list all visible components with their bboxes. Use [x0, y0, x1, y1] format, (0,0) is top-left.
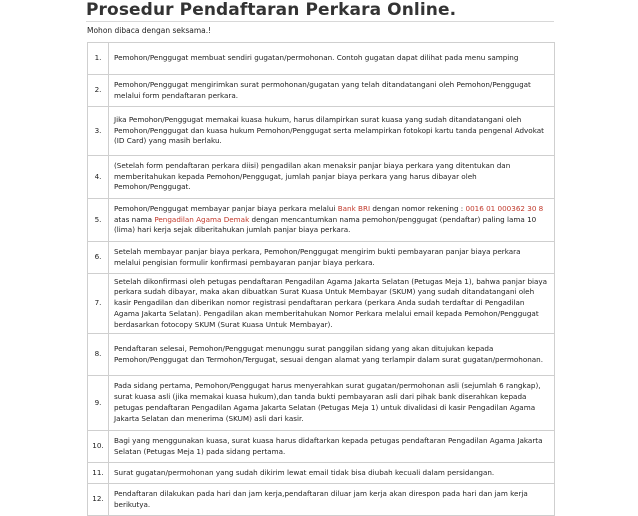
step-text: (Setelah form pendaftaran perkara diisi) pengadilan akan menaksir panjar biaya perkara yang ditentukan dan memberitahukan kepada Pemohon/Penggugat, jumlah panjar biaya perkara yang harus dibayar oleh Pemohon/Penggugat.: [109, 156, 555, 199]
step-row-5: [88, 199, 555, 242]
step-text: Setelah dikonfirmasi oleh petugas pendaftaran Pengadilan Agama Jakarta Selatan (Petugas Meja 1), bahwa panjar biaya perkara sudah dibayar, maka akan dibuatkan Surat Kuasa Untuk Membayar (SKUM) yang sudah ditandatangani oleh kasir Pengadilan dan diberikan nomor registrasi pendaftaran perkara (perkara Anda sudah terdaftar di Pengadilan Agama Jakarta Selatan). Pengadilan akan memberitahukan Nomor Perkara melalui email kepada Pemohon/Penggugat berdasarkan fotocopy SKUM (Surat Kuasa Untuk Membayar).: [109, 274, 555, 334]
step-text-part: Pemohon/Penggugat membayar panjar biaya perkara melalui: [114, 203, 338, 213]
step-row-1: [88, 43, 555, 75]
step-row-6: [88, 242, 555, 274]
step-row-10: [88, 431, 555, 463]
account-holder-name: Pengadilan Agama Demak: [154, 214, 250, 224]
title-divider: [86, 21, 554, 22]
step-number: 6.: [88, 242, 109, 274]
step-row-4: [88, 156, 555, 199]
step-text: Bagi yang menggunakan kuasa, surat kuasa harus didaftarkan kepada petugas pendaftaran Pengadilan Agama Jakarta Selatan (Petugas Meja 1) pada sidang pertama.: [109, 431, 555, 463]
step-number: 7.: [88, 274, 109, 334]
step-text-part: dengan mencantumkan nama pemohon/penggugat (pendaftar) paling lama 10 (lima) hari kerja sejak diberitahukan jumlah panjar biaya perkara.: [114, 214, 537, 235]
procedure-steps-table: [87, 42, 555, 516]
step-number: 8.: [88, 334, 109, 376]
account-number: 0016 01 000362 30 8: [465, 203, 544, 213]
step-row-7: [88, 274, 555, 334]
page-title: Prosedur Pendaftaran Perkara Online.: [86, 0, 457, 20]
step-number: 1.: [88, 43, 109, 75]
step-row-11: [88, 463, 555, 484]
step-text: Setelah membayar panjar biaya perkara, Pemohon/Penggugat mengirim bukti pembayaran panjar biaya perkara melalui pengisian formulir konfirmasi pembayaran panjar biaya perkara.: [109, 242, 555, 274]
step-text: Pada sidang pertama, Pemohon/Penggugat harus menyerahkan surat gugatan/permohonan asli (sejumlah 6 rangkap), surat kuasa asli (jika memakai kuasa hukum),dan tanda bukti pembayaran asli dari pihak bank diserahkan kepada petugas pendaftaran Pengadilan Agama Jakarta Selatan (Petugas Meja 1) untuk divalidasi di kasir Pengadilan Agama Jakarta Selatan dan menerima (SKUM) asli dari kasir.: [109, 376, 555, 431]
step-text: Jika Pemohon/Penggugat memakai kuasa hukum, harus dilampirkan surat kuasa yang sudah ditandatangani oleh Pemohon/Penggugat dan kuasa hukum Pemohon/Penggugat serta melampirkan fotokopi kartu tanda pengenal Advokat (ID Card) yang masih berlaku.: [109, 107, 555, 156]
step-number: 9.: [88, 376, 109, 431]
step-text: Pendaftaran selesai, Pemohon/Penggugat menunggu surat panggilan sidang yang akan ditujukan kepada Pemohon/Penggugat dan Termohon/Tergugat, sesuai dengan alamat yang terlampir dalam surat gugatan/permohonan.: [109, 334, 555, 376]
step-text: [109, 199, 555, 242]
step-number: 11.: [88, 463, 109, 484]
step-row-3: [88, 107, 555, 156]
step-text: Pemohon/Penggugat mengirimkan surat permohonan/gugatan yang telah ditandatangani oleh Pemohon/Penggugat melalui form pendaftaran perkara.: [109, 75, 555, 107]
step-row-12: [88, 484, 555, 516]
step-number: 3.: [88, 107, 109, 156]
bank-name: Bank BRI: [337, 203, 371, 213]
step-number: 10.: [88, 431, 109, 463]
step-row-9: [88, 376, 555, 431]
step-number: 12.: [88, 484, 109, 516]
step-text-part: atas nama: [114, 214, 155, 224]
step-row-8: [88, 334, 555, 376]
page-subtitle: Mohon dibaca dengan seksama.!: [87, 26, 212, 35]
step-text-part: dengan nomor rekening :: [370, 203, 466, 213]
step-number: 2.: [88, 75, 109, 107]
step-number: 5.: [88, 199, 109, 242]
step-row-2: [88, 75, 555, 107]
step-text: Pemohon/Penggugat membuat sendiri gugatan/permohonan. Contoh gugatan dapat dilihat pada menu samping: [109, 43, 555, 75]
step-number: 4.: [88, 156, 109, 199]
step-text: Pendaftaran dilakukan pada hari dan jam kerja,pendaftaran diluar jam kerja akan direspon pada hari dan jam kerja berikutya.: [109, 484, 555, 516]
step-text: Surat gugatan/permohonan yang sudah dikirim lewat email tidak bisa diubah kecuali dalam persidangan.: [109, 463, 555, 484]
